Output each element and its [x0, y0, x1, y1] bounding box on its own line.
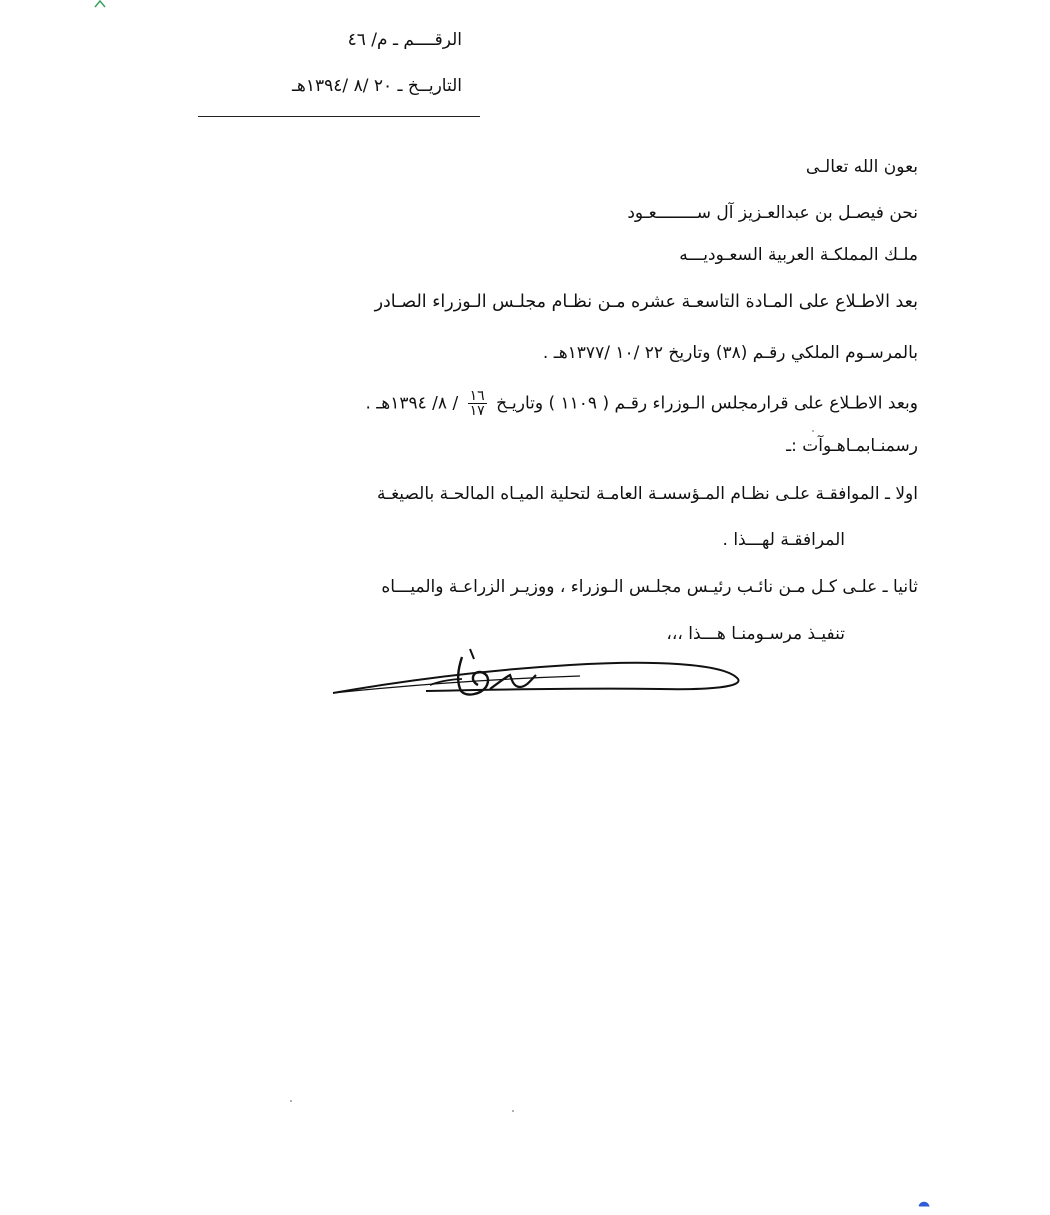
- reference-value: م/ ٤٦: [347, 30, 388, 50]
- corner-mark-green: [94, 0, 106, 8]
- article-second-line-1: ثانيا ـ علـى كـل مـن نائـب رئيـس مجلـس الـوزراء ، ووزيـر الزراعـة والميـــاه: [381, 577, 918, 597]
- fraction-top: ١٦: [469, 388, 485, 404]
- article-first-line-2: المرافقـة لهـــذا .: [722, 530, 845, 550]
- decree-intro: رسمنـابمـاهـوآت :ـ: [786, 436, 918, 456]
- preamble-line-1: بعد الاطـلاع على المـادة التاسعـة عشره مـن نظـام مجلـس الـوزراء الصـادر: [374, 292, 918, 312]
- reference-label: الرقــــم: [403, 30, 462, 50]
- header-divider: [198, 116, 480, 117]
- preamble-line-2-prefix: وبعد الاطـلاع على قرارمجلس الـوزراء رقـم ( ١١٠٩ ) وتاريـخ: [496, 393, 918, 414]
- scan-speck: [512, 1110, 514, 1112]
- royal-signature: [330, 645, 745, 707]
- corner-mark-blue: [917, 1198, 931, 1210]
- preamble-line-2: [365, 389, 918, 418]
- article-second-line-2: تنفيـذ مرسـومنـا هـــذا ،،،: [666, 624, 845, 644]
- scan-speck: [290, 1100, 292, 1102]
- fraction-bottom: ١٧: [469, 403, 485, 419]
- invocation: بعون الله تعالـى: [805, 157, 918, 177]
- date-fraction: [468, 389, 487, 418]
- scan-speck: [812, 430, 814, 432]
- document-date: التاريــخ ـ ٢٠ /٨ /١٣٩٤هـ: [291, 76, 462, 96]
- king-title: ملـك المملكـة العربية السعـوديـــه: [679, 245, 918, 265]
- article-first-line-1: اولا ـ الموافقـة علـى نظـام المـؤسسـة العامـة لتحلية الميـاه المالحـة بالصيغـة: [377, 484, 918, 504]
- preamble-line-2-suffix: / ٨/ ١٣٩٤هـ .: [365, 393, 459, 414]
- reference-number: الرقــــم ـ م/ ٤٦: [347, 30, 462, 50]
- royal-decree-reference: بالمرسـوم الملكي رقـم (٣٨) وتاريخ ٢٢ /١٠ /١٣٧٧هـ .: [542, 343, 918, 363]
- date-label: التاريــخ: [407, 76, 462, 96]
- date-value: ٢٠ /٨ /١٣٩٤هـ: [291, 76, 393, 96]
- king-name: نحن فيصـل بن عبدالعـزيز آل ســــــــعـود: [627, 203, 918, 223]
